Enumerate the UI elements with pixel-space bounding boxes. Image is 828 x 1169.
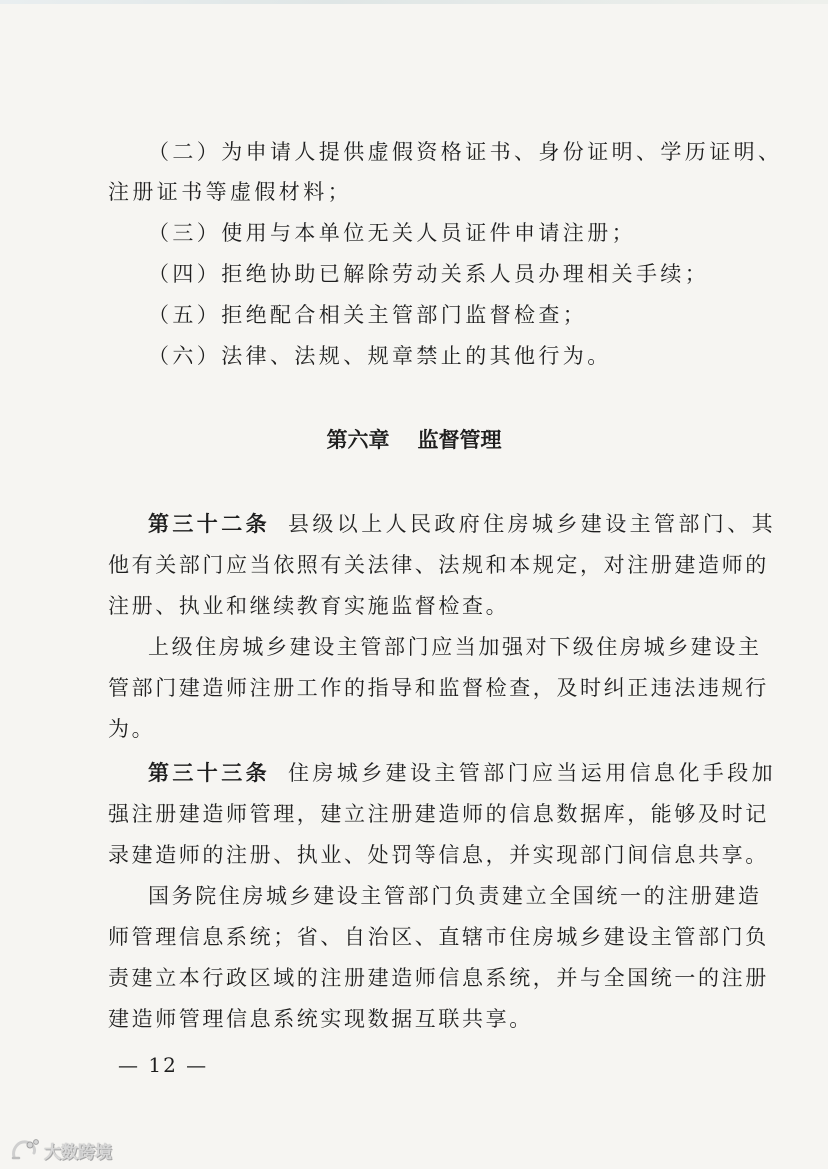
article-32-text: 县级以上人民政府住房城乡建设主管部门、其 <box>288 512 776 536</box>
article-33-text: 住房城乡建设主管部门应当运用信息化手段加 <box>288 761 776 785</box>
list-item-2: （二）为申请人提供虚假资格证书、身份证明、学历证明、 <box>148 140 783 164</box>
chapter-title: 监督管理 <box>417 428 502 452</box>
chapter-heading <box>0 425 828 455</box>
article-32-para2-line-2: 管部门建造师注册工作的指导和监督检查，及时纠正违法违规行 <box>108 676 769 700</box>
article-32-line-2: 他有关部门应当依照有关法律、法规和本规定，对注册建造师的 <box>108 553 769 577</box>
chapter-number: 第六章 <box>326 428 390 452</box>
article-33-para2-line-2: 师管理信息系统；省、自治区、直辖市住房城乡建设主管部门负 <box>108 925 769 949</box>
logo-mark-icon <box>10 1137 40 1163</box>
article-32-line-3: 注册、执业和继续教育实施监督检查。 <box>108 594 510 618</box>
article-33-para2-line-1: 国务院住房城乡建设主管部门负责建立全国统一的注册建造 <box>148 884 762 908</box>
list-item-2-continued: 注册证书等虚假材料； <box>108 180 352 204</box>
article-33-para2-line-3: 责建立本行政区域的注册建造师信息系统，并与全国统一的注册 <box>108 966 769 990</box>
article-33-line-3: 录建造师的注册、执业、处罚等信息，并实现部门间信息共享。 <box>108 843 769 867</box>
article-32-line-1 <box>148 509 776 539</box>
article-33-para2-line-4: 建造师管理信息系统实现数据互联共享。 <box>108 1007 533 1031</box>
list-item-3: （三）使用与本单位无关人员证件申请注册； <box>148 221 636 245</box>
watermark <box>10 1137 112 1163</box>
article-32-label: 第三十二条 <box>148 512 270 536</box>
article-32-para2-line-1: 上级住房城乡建设主管部门应当加强对下级住房城乡建设主 <box>148 635 762 659</box>
page-number: — 12 — <box>118 1053 209 1077</box>
list-item-5: （五）拒绝配合相关主管部门监督检查； <box>148 303 588 327</box>
article-32-para2-line-3: 为。 <box>108 717 156 741</box>
article-33-label: 第三十三条 <box>148 761 270 785</box>
list-item-4: （四）拒绝协助已解除劳动关系人员办理相关手续； <box>148 262 710 286</box>
article-33-line-1 <box>148 758 776 788</box>
article-33-line-2: 强注册建造师管理，建立注册建造师的信息数据库，能够及时记 <box>108 802 769 826</box>
list-item-6: （六）法律、法规、规章禁止的其他行为。 <box>148 344 612 368</box>
watermark-text: 大数跨境 <box>44 1142 112 1163</box>
